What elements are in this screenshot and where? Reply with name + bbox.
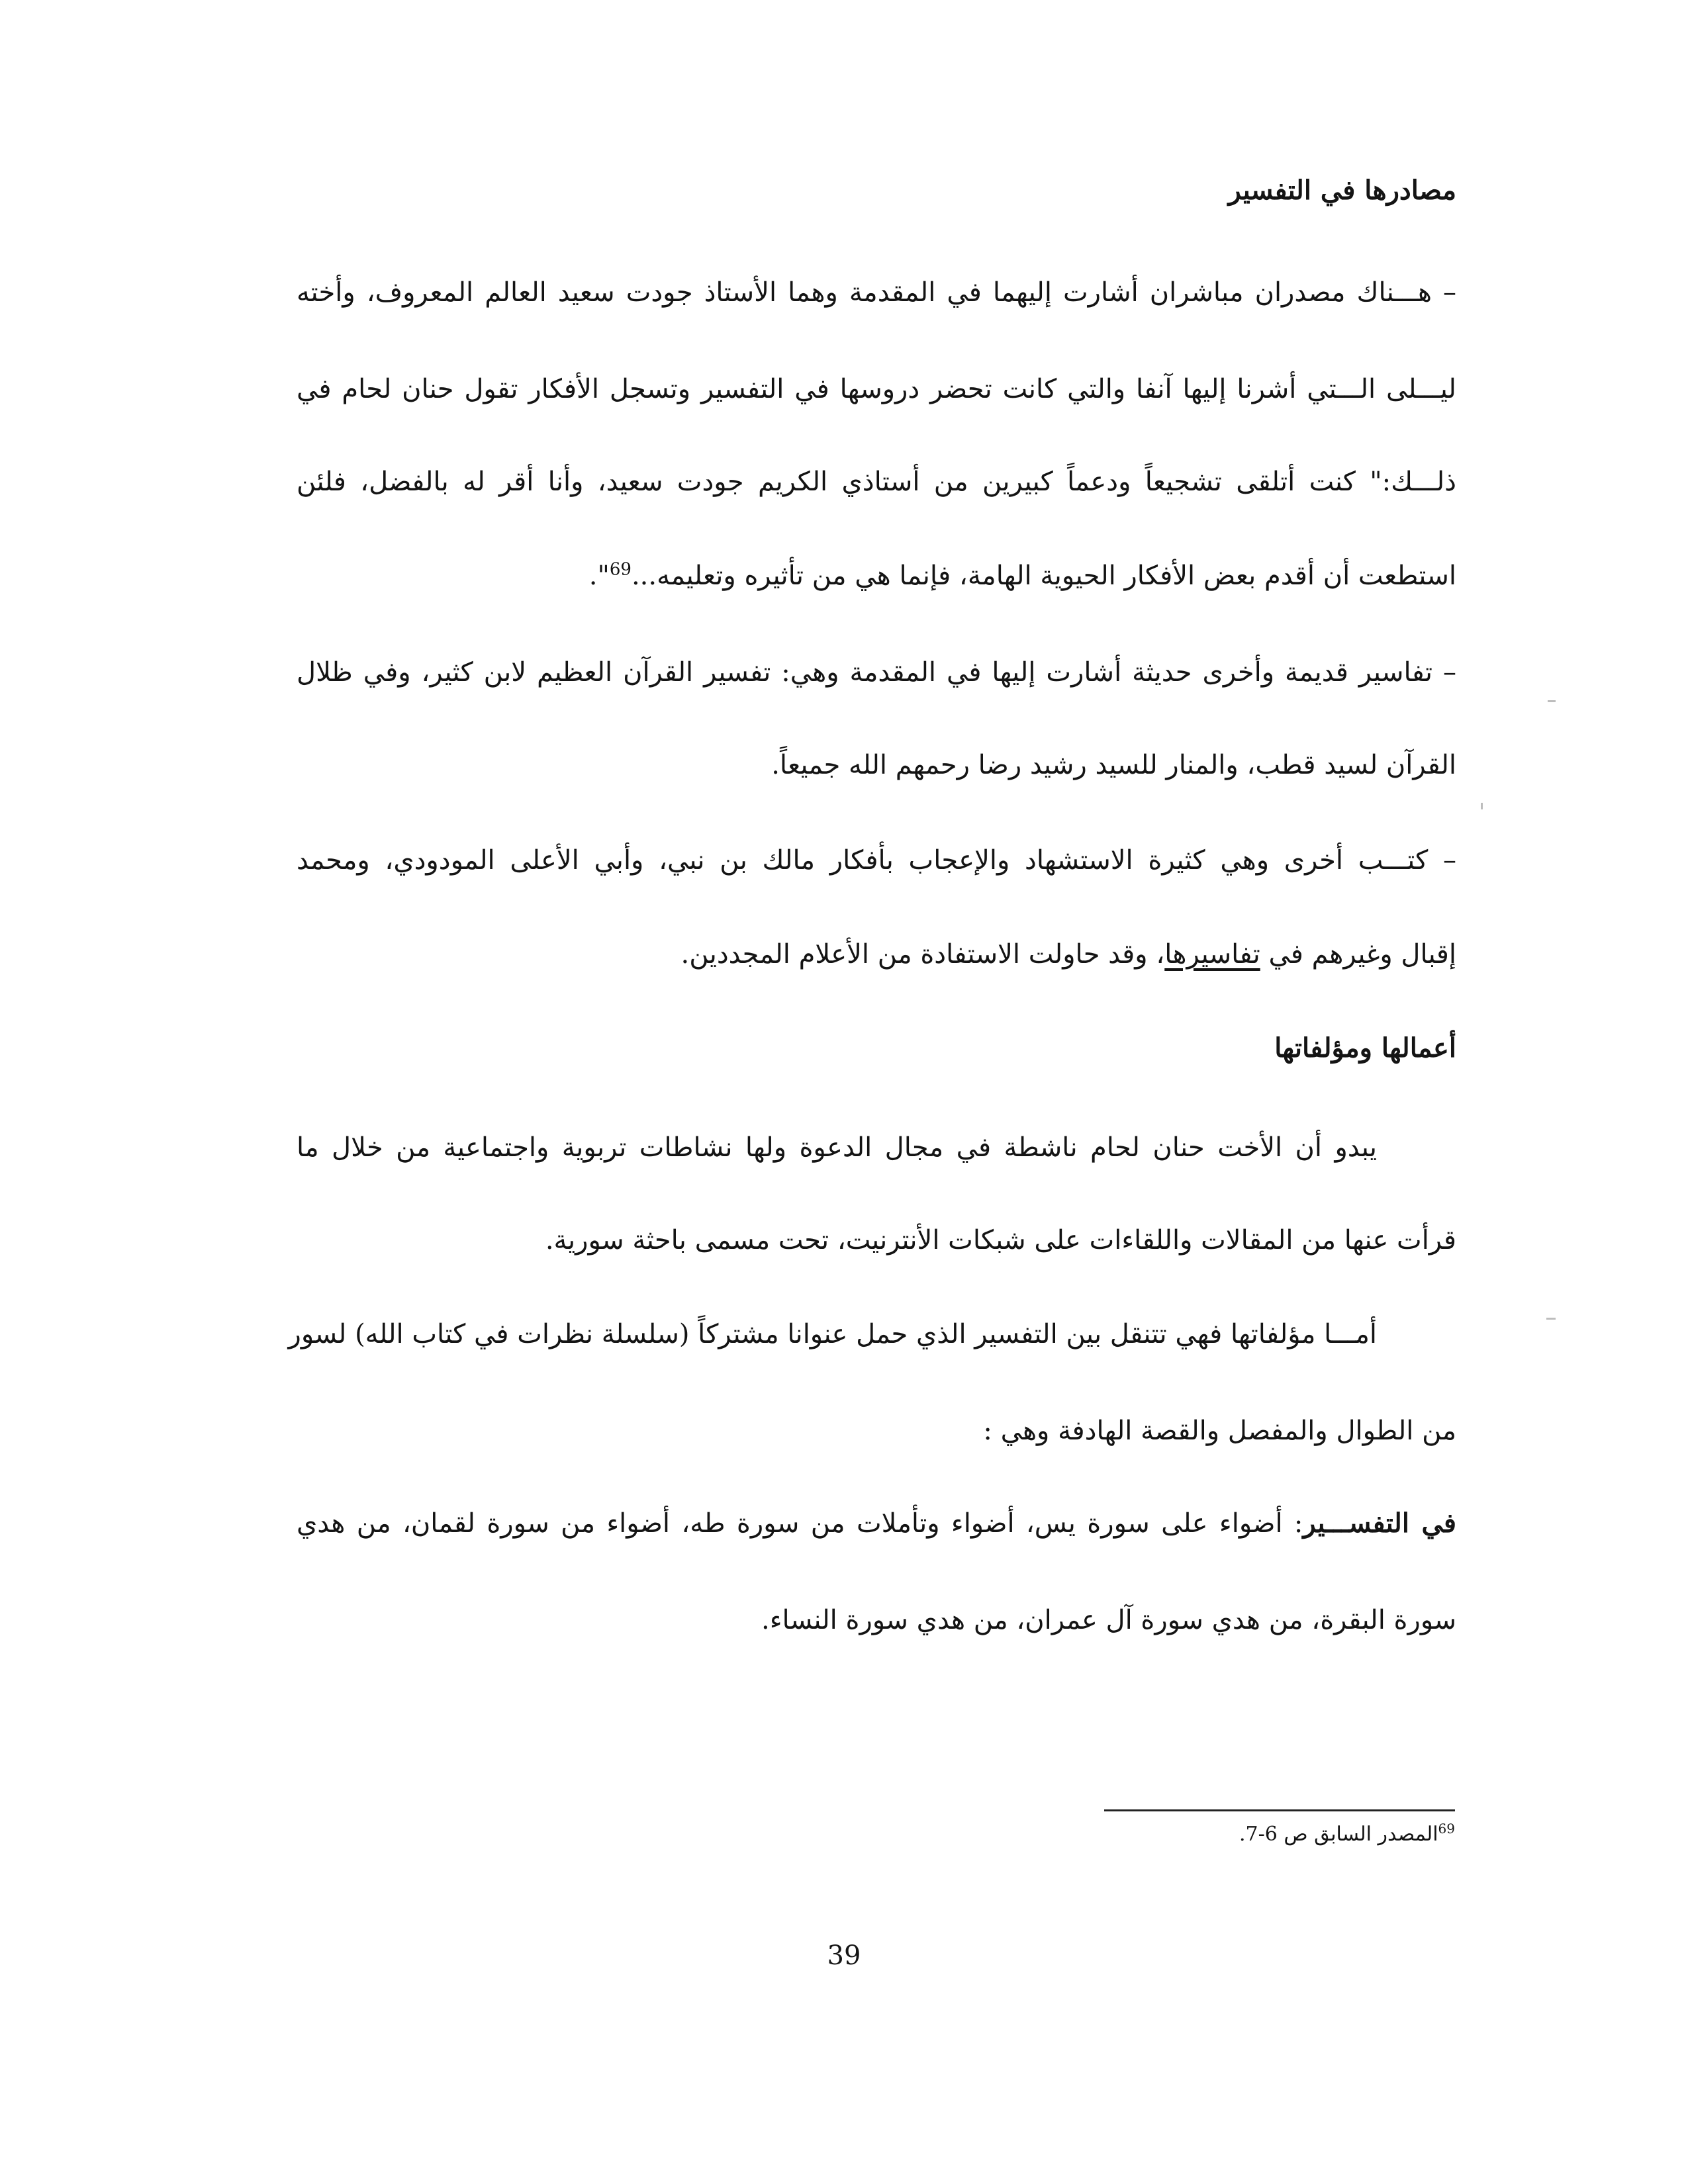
paragraph-line: قرأت عنها من المقالات واللقاءات على شبكات الأنترنيت، تحت مسمى باحثة سورية. (545, 1225, 1456, 1255)
footnote-number: 69 (1438, 1821, 1455, 1837)
underlined-word: تفاسيرها (1164, 939, 1260, 970)
paragraph-line (589, 557, 1456, 594)
paragraph-line (297, 1505, 1456, 1542)
line-text: : أضواء على سورة يس، أضواء وتأملات من سورة طه، أضواء من سورة لقمان، من هدي (297, 1508, 1303, 1539)
quote-end-mark: ". (588, 561, 610, 591)
paragraph-line: يبدو أن الأخت حنان لحام ناشطة في مجال الدعوة ولها نشاطات تربوية واجتماعية من خلال ما (297, 1132, 1377, 1163)
section-heading-works: أعمالها ومؤلفاتها (1274, 1032, 1456, 1064)
line-text: ، وقد حاولت الاستفادة من الأعلام المجددين. (680, 939, 1165, 970)
scan-mark (1546, 1318, 1556, 1320)
paragraph-line: من الطوال والمفصل والقصة الهادفة وهي : (983, 1416, 1456, 1446)
section-heading-sources: مصادرها في التفسير (1228, 175, 1456, 206)
line-text: إقبال وغيرهم في (1268, 939, 1456, 970)
quote-text: استطعت أن أقدم بعض الأفكار الحيوية الهامة، فإنما هي من تأثيره وتعليمه... (631, 561, 1456, 591)
paragraph-line: القرآن لسيد قطب، والمنار للسيد رشيد رضا رحمهم الله جميعاً. (771, 750, 1456, 780)
paragraph-line: – كتـــب أخرى وهي كثيرة الاستشهاد والإعجاب بأفكار مالك بن نبي، وأبي الأعلى المودودي، ومحمد (297, 845, 1456, 876)
paragraph-line: ليـــلى الـــتي أشرنا إليها آنفا والتي كانت تحضر دروسها في التفسير وتسجل الأفكار تقول حنان لحام في (297, 374, 1456, 404)
scan-mark (1481, 803, 1483, 809)
paragraph-line: ذلـــك:" كنت أتلقى تشجيعاً ودعماً كبيرين من أستاذي الكريم جودت سعيد، وأنا أقر له بالفضل، فلئن (297, 467, 1456, 497)
footnote (1239, 1823, 1455, 1846)
scan-mark (1548, 700, 1556, 702)
footnote-reference: 69 (609, 559, 632, 580)
paragraph-line: أمـــا مؤلفاتها فهي تتنقل بين التفسير الذي حمل عنوانا مشتركاً (سلسلة نظرات في كتاب الله) لسور (288, 1319, 1377, 1349)
bold-label: في التفســـير (1303, 1508, 1456, 1539)
footnote-separator (1104, 1809, 1455, 1811)
paragraph-line (681, 936, 1456, 973)
paragraph-line: – تفاسير قديمة وأخرى حديثة أشارت إليها في المقدمة وهي: تفسير القرآن العظيم لابن كثير، وفي ظلال (297, 657, 1456, 688)
footnote-text: المصدر السابق ص 6-7. (1239, 1823, 1438, 1846)
paragraph-line: – هـــناك مصدران مباشران أشارت إليهما في المقدمة وهما الأستاذ جودت سعيد العالم المعروف، وأخته (297, 277, 1456, 308)
paragraph-line: سورة البقرة، من هدي سورة آل عمران، من هدي سورة النساء. (761, 1605, 1456, 1635)
page-number: 39 (827, 1940, 861, 1971)
